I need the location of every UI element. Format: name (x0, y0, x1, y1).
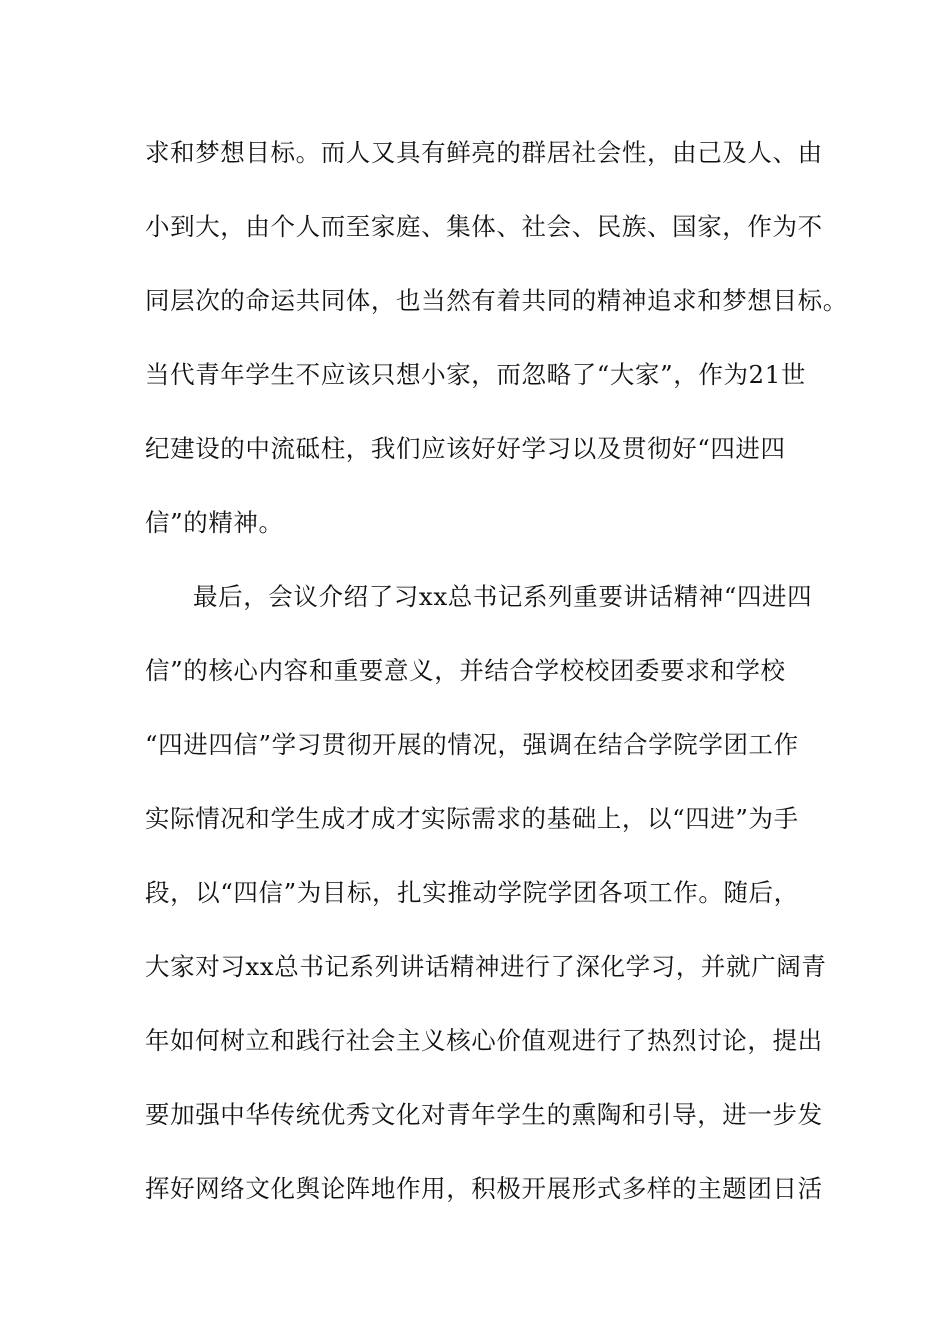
text-line: 年如何树立和践行社会主义核心价值观进行了热烈讨论，提出 (145, 1026, 823, 1055)
text-line: 小到大，由个人而至家庭、集体、社会、民族、国家，作为不 (145, 212, 823, 241)
text-line: 大家对习xx总书记系列讲话精神进行了深化学习，并就广阔青 (145, 952, 827, 981)
text-line: 信”的精神。 (145, 508, 284, 537)
text-line: 纪建设的中流砥柱，我们应该好好学习以及贯彻好“四进四 (145, 434, 786, 463)
text-line: 要加强中华传统优秀文化对青年学生的熏陶和引导，进一步发 (145, 1100, 823, 1129)
text-line: 当代青年学生不应该只想小家，而忽略了“大家”，作为21世 (145, 360, 807, 389)
text-line: 同层次的命运共同体，也当然有着共同的精神追求和梦想目标。 (145, 286, 848, 315)
text-line: 挥好网络文化舆论阵地作用，积极开展形式多样的主题团日活 (145, 1174, 823, 1203)
text-line: 信”的核心内容和重要意义，并结合学校校团委要求和学校 (145, 656, 786, 685)
text-line: 实际情况和学生成才成才实际需求的基础上，以“四进”为手 (145, 804, 799, 833)
paragraph-first-line: 最后，会议介绍了习xx总书记系列重要讲话精神“四进四 (193, 582, 813, 611)
text-line: 段，以“四信”为目标，扎实推动学院学团各项工作。随后， (145, 878, 799, 907)
text-line: 求和梦想目标。而人又具有鲜亮的群居社会性，由己及人、由 (145, 138, 823, 167)
text-line: “四进四信”学习贯彻开展的情况，强调在结合学院学团工作 (145, 730, 799, 759)
